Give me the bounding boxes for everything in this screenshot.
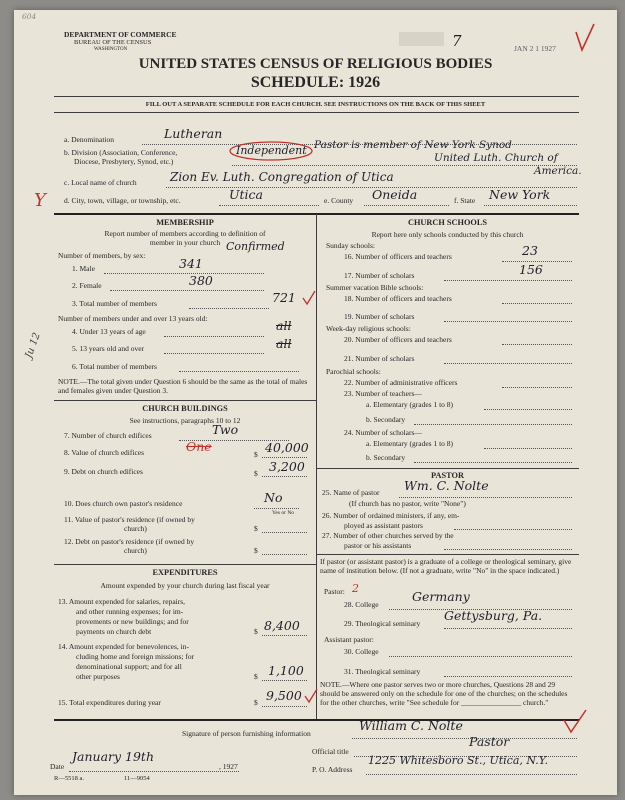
q13-label-3: provements or new buildings; and for: [76, 617, 189, 626]
local-name-label: c. Local name of church: [64, 178, 137, 187]
membership-intro-2: member in your church: [149, 238, 221, 247]
q24b-label: b. Secondary: [366, 453, 406, 462]
q8-value: 40,000: [265, 440, 309, 455]
q4-label: 4. Under 13 years of age: [72, 327, 146, 336]
q23-label: 23. Number of teachers—: [344, 389, 422, 398]
po-label: P. O. Address: [312, 765, 353, 774]
signature-label: Signature of person furnishing information: [182, 729, 311, 738]
title-label: Official title: [312, 747, 349, 756]
division-note-2: United Luth. Church of: [434, 152, 558, 164]
denomination-label: a. Denomination: [64, 135, 114, 144]
q26-label: 26. Number of ordained ministers, if any, em-: [322, 511, 460, 520]
city-value: Utica: [229, 187, 264, 202]
q8-strike: One: [186, 439, 212, 454]
pastor-note: NOTE.—Where one pastor serves two or more churches, Questions 28 and 29 should be answered only on the schedule for one of the churches; on the schedules for the other churches, write "See schedule for ________________ church.": [320, 680, 568, 707]
q9-dollar: $: [254, 469, 258, 478]
q4-value: all: [276, 318, 292, 333]
q16-value: 23: [522, 243, 538, 258]
corner-mark: 604: [22, 12, 37, 21]
division-value: Independent: [236, 144, 307, 157]
q17-label: 17. Number of scholars: [344, 271, 415, 280]
schools-intro: Report here only schools conducted by this church: [371, 230, 524, 239]
margin-ju-mark: Ju 12: [23, 331, 43, 360]
q31-label: 31. Theological seminary: [344, 667, 421, 676]
q10-value: No: [264, 490, 283, 505]
q15-dollar: $: [254, 698, 258, 707]
form-instruction: FILL OUT A SEPARATE SCHEDULE FOR EACH CHURCH. SEE INSTRUCTIONS ON THE BACK OF THIS SHEET: [145, 101, 486, 108]
q12-dollar: $: [254, 546, 258, 555]
q17-value: 156: [519, 262, 543, 277]
membership-intro-1: Report number of members according to definition of: [104, 229, 266, 238]
buildings-heading: CHURCH BUILDINGS: [142, 404, 228, 413]
q8-label: 8. Value of church edifices: [64, 448, 145, 457]
q12-label: 12. Debt on pastor's residence (if owned by: [64, 537, 195, 546]
date-year: , 1927: [219, 762, 238, 771]
pastor-sub-label: Pastor:: [324, 587, 345, 596]
q6-label: 6. Total number of members: [72, 362, 157, 371]
buildings-intro: See instructions, paragraphs 10 to 12: [129, 416, 241, 425]
date-value: January 19th: [72, 749, 155, 764]
division-note-3: America.: [534, 165, 582, 177]
members-by-sex-label: Number of members, by sex:: [58, 251, 146, 260]
q10-label: 10. Does church own pastor's residence: [64, 499, 183, 508]
pastor-heading: PASTOR: [431, 471, 464, 480]
q9-label: 9. Debt on church edifices: [64, 467, 143, 476]
census-schedule-page: [14, 10, 617, 795]
q2-label: 2. Female: [72, 281, 102, 290]
red-circle-mark: [228, 140, 314, 162]
q20-label: 20. Number of officers and teachers: [344, 335, 452, 344]
q24a-label: a. Elementary (grades 1 to 8): [366, 439, 454, 448]
red-tick-mark: [302, 290, 316, 306]
q12-label-2: church): [124, 546, 147, 555]
pastor-red-mark: 2: [352, 582, 359, 595]
q23b-label: b. Secondary: [366, 415, 406, 424]
yes-no-hint: Yes or No: [272, 510, 295, 516]
county-value: Oneida: [372, 187, 418, 202]
county-label: e. County: [324, 196, 354, 205]
q16-label: 16. Number of officers and teachers: [344, 252, 452, 261]
schedule-title: SCHEDULE: 1926: [250, 74, 381, 91]
form-number: R—5518 a.: [54, 775, 84, 782]
date-label: Date: [50, 762, 65, 771]
q25-value: Wm. C. Nolte: [404, 478, 489, 493]
parochial-label: Parochial schools:: [326, 367, 381, 376]
q23a-label: a. Elementary (grades 1 to 8): [366, 400, 454, 409]
q13-value: 8,400: [264, 618, 300, 633]
po-value: 1225 Whitesboro St., Utica, N.Y.: [368, 754, 549, 767]
q27-label: 27. Number of other churches served by the: [322, 531, 454, 540]
schools-heading: CHURCH SCHOOLS: [407, 218, 488, 227]
date-stamp: JAN 2 1 1927: [514, 44, 556, 53]
age-heading: Number of members under and over 13 years old:: [58, 314, 208, 323]
q2-value: 380: [189, 273, 213, 288]
local-name-value: Zion Ev. Luth. Congregation of Utica: [170, 170, 394, 184]
q14-label-4: other purposes: [76, 672, 120, 681]
title-value: Pastor: [469, 734, 510, 749]
q28-value: Germany: [412, 589, 470, 604]
expenditures-intro: Amount expended by your church during last fiscal year: [100, 581, 270, 590]
q15-label: 15. Total expenditures during year: [58, 698, 161, 707]
q14-label-2: cluding home and foreign missions; for: [76, 652, 195, 661]
q25-label: 25. Name of pastor: [322, 488, 380, 497]
city-label: d. City, town, village, or township, etc.: [64, 196, 181, 205]
q27-label-2: pastor or his assistants: [344, 541, 412, 550]
q21-label: 21. Number of scholars: [344, 354, 415, 363]
q11-label-2: church): [124, 524, 147, 533]
q13-label-4: payments on church debt: [76, 627, 152, 636]
q14-label: 14. Amount expended for benevolences, in-: [58, 642, 190, 651]
margin-y-mark: Y: [34, 190, 46, 211]
state-label: f. State: [454, 196, 476, 205]
signature-value: William C. Nolte: [359, 718, 463, 733]
summer-label: Summer vacation Bible schools:: [326, 283, 424, 292]
q18-label: 18. Number of officers and teachers: [344, 294, 452, 303]
expenditures-heading: EXPENDITURES: [152, 568, 218, 577]
weekday-label: Week-day religious schools:: [326, 324, 411, 333]
q11-label: 11. Value of pastor's residence (if owned by: [64, 515, 195, 524]
sunday-label: Sunday schools:: [326, 241, 375, 250]
q26-label-2: ployed as assistant pastors: [344, 521, 423, 530]
q15-value: 9,500: [266, 688, 302, 703]
denomination-value: Lutheran: [164, 126, 223, 141]
q5-value: all: [276, 336, 292, 351]
form-title: UNITED STATES CENSUS OF RELIGIOUS BODIES: [138, 56, 493, 72]
q7-value: Two: [212, 422, 239, 437]
q29-value: Gettysburg, Pa.: [444, 608, 543, 623]
q19-label: 19. Number of scholars: [344, 312, 415, 321]
q13-label: 13. Amount expended for salaries, repairs,: [58, 597, 186, 606]
division-note: Pastor is member of New York Synod: [314, 139, 512, 151]
q8-dollar: $: [254, 450, 258, 459]
number-stamp: 7: [452, 32, 462, 50]
state-value: New York: [489, 187, 551, 202]
graduate-note: If pastor (or assistant pastor) is a graduate of a college or theological seminary, give name of institution below. (If not a graduate, write "No" in the space indicated.): [320, 557, 572, 575]
q14-value: 1,100: [268, 663, 304, 678]
q1-label: 1. Male: [72, 264, 95, 273]
membership-heading: MEMBERSHIP: [156, 218, 214, 227]
red-check-mark: [574, 22, 596, 52]
red-check-mark-2: [562, 708, 588, 734]
q1-value: 341: [179, 256, 203, 271]
city-name: WASHINGTON: [94, 47, 128, 52]
form-number-2: 11—9054: [124, 775, 150, 782]
q5-label: 5. 13 years old and over: [72, 344, 145, 353]
q14-dollar: $: [254, 672, 258, 681]
q3-value: 721: [272, 290, 296, 305]
bureau-name: BUREAU OF THE CENSUS: [74, 39, 152, 46]
division-label: b. Division (Association, Conference,: [64, 148, 178, 157]
q14-label-3: denominational support; and for all: [76, 662, 182, 671]
assistant-pastor-label: Assistant pastor:: [324, 635, 374, 644]
faded-stamp: [399, 32, 444, 46]
confirmed-note: Confirmed: [226, 240, 285, 253]
q13-dollar: $: [254, 627, 258, 636]
q24-label: 24. Number of scholars—: [344, 428, 422, 437]
q13-label-2: and other running expenses; for im-: [76, 607, 184, 616]
division-label-2: Diocese, Presbytery, Synod, etc.): [74, 157, 174, 166]
membership-note: NOTE.—The total given under Question 6 should be the same as the total of males and females given under Question 3.: [58, 377, 308, 395]
q25-note: (If church has no pastor, write "None"): [349, 499, 466, 508]
q11-dollar: $: [254, 524, 258, 533]
dept-name: DEPARTMENT OF COMMERCE: [64, 30, 177, 39]
q22-label: 22. Number of administrative officers: [344, 378, 458, 387]
q7-label: 7. Number of church edifices: [64, 431, 152, 440]
q3-label: 3. Total number of members: [72, 299, 157, 308]
q9-value: 3,200: [269, 459, 305, 474]
q28-label: 28. College: [344, 600, 379, 609]
q30-label: 30. College: [344, 647, 379, 656]
q29-label: 29. Theological seminary: [344, 619, 421, 628]
red-tick-mark-2: [304, 688, 318, 704]
